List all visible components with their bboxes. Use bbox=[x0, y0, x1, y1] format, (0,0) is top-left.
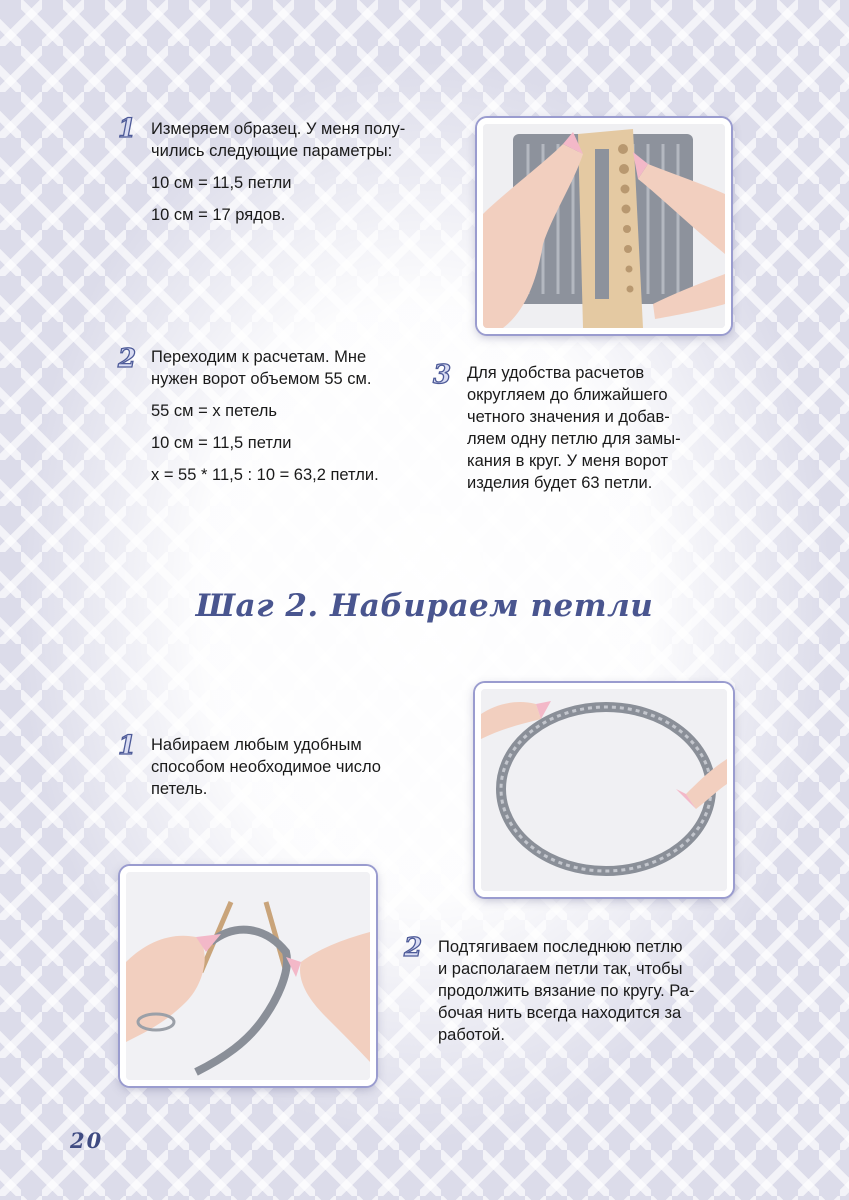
text-line: петель. bbox=[151, 780, 208, 798]
text-line: четного значения и добав- bbox=[467, 408, 670, 426]
calculation-text bbox=[151, 346, 441, 496]
text-line: способом необходимое число bbox=[151, 758, 381, 776]
text-line: нужен ворот объемом 55 см. bbox=[151, 370, 372, 388]
page-number: 20 bbox=[70, 1128, 104, 1153]
photo-joining-in-round bbox=[120, 866, 376, 1086]
step-number-2: 2 bbox=[118, 344, 137, 374]
text-line: Подтягиваем последнюю петлю bbox=[438, 938, 683, 956]
text-line: 55 см = x петель bbox=[151, 402, 277, 420]
text-line: x = 55 * 11,5 : 10 = 63,2 петли. bbox=[151, 466, 379, 484]
measure-sample-text bbox=[151, 118, 461, 236]
text-line: 10 см = 11,5 петли bbox=[151, 434, 292, 452]
rounding-text bbox=[467, 362, 757, 494]
text-line: работой. bbox=[438, 1026, 505, 1044]
step-number-1: 1 bbox=[118, 114, 137, 144]
text-line: округляем до ближайшего bbox=[467, 386, 668, 404]
step-number-2: 2 bbox=[404, 933, 423, 963]
text-line: чились следующие параметры: bbox=[151, 142, 393, 160]
section-heading: Шаг 2. Набираем петли bbox=[195, 588, 654, 624]
text-line: продолжить вязание по кругу. Ра- bbox=[438, 982, 695, 1000]
text-line: и располагаем петли так, чтобы bbox=[438, 960, 683, 978]
photo-cast-on-ring bbox=[475, 683, 733, 897]
text-line: ляем одну петлю для замы- bbox=[467, 430, 681, 448]
text-line: Для удобства расчетов bbox=[467, 364, 645, 382]
text-line: бочая нить всегда находится за bbox=[438, 1004, 682, 1022]
cast-on-text bbox=[151, 734, 441, 800]
text-line: 10 см = 11,5 петли bbox=[151, 174, 292, 192]
step-number-3: 3 bbox=[433, 360, 452, 390]
text-line: изделия будет 63 петли. bbox=[467, 474, 653, 492]
photo-measuring-gauge bbox=[477, 118, 731, 334]
text-line: Набираем любым удобным bbox=[151, 736, 362, 754]
text-line: 10 см = 17 рядов. bbox=[151, 206, 286, 224]
text-line: Переходим к расчетам. Мне bbox=[151, 348, 367, 366]
step-number-1: 1 bbox=[118, 731, 137, 761]
join-round-text bbox=[438, 936, 738, 1046]
text-line: кания в круг. У меня ворот bbox=[467, 452, 669, 470]
text-line: Измеряем образец. У меня полу- bbox=[151, 120, 406, 138]
